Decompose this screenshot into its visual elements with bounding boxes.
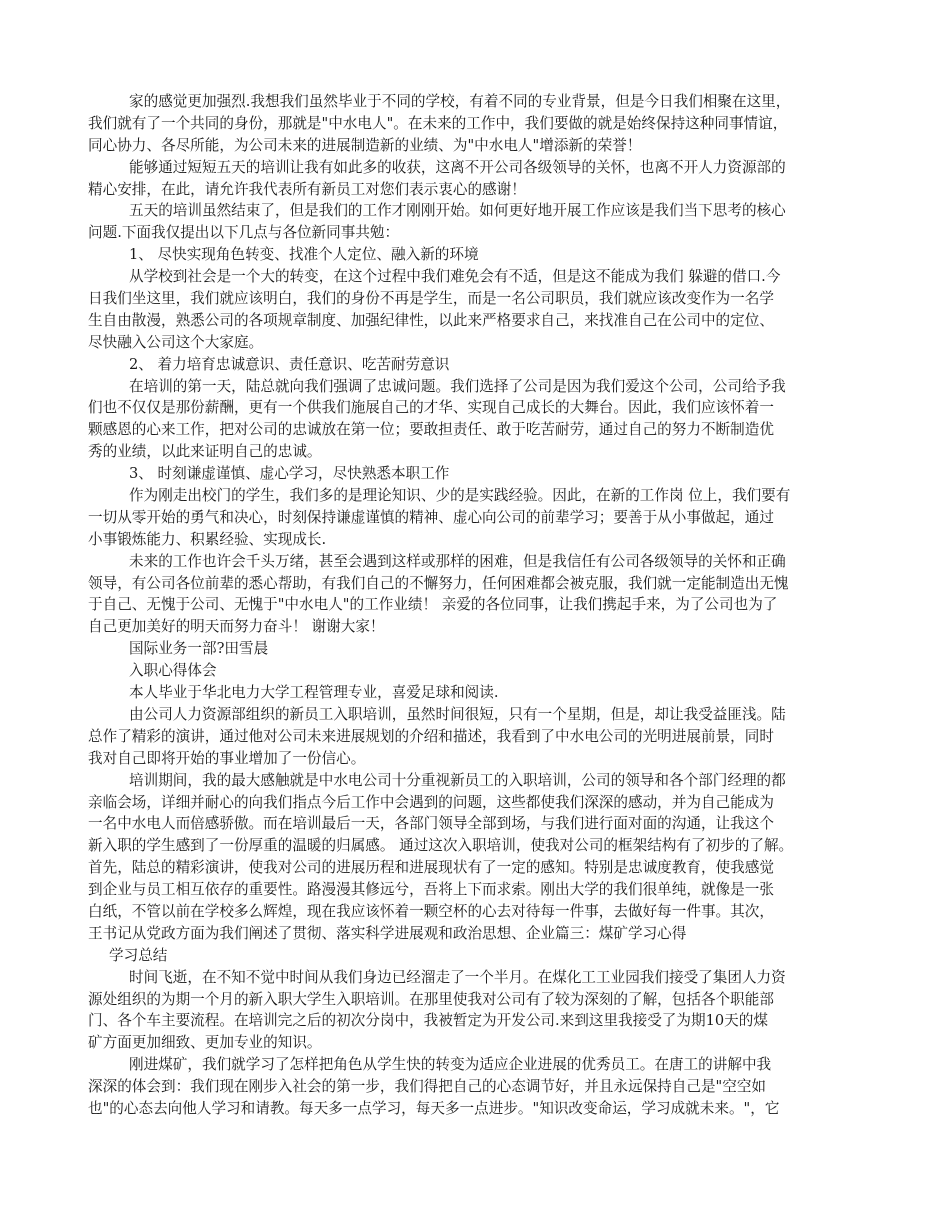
- text-line: 一切从零开始的勇气和决心，时刻保持谦虚谨慎的精神、虚心向公司的前辈学习；要善于从小事做起，通过: [88, 508, 774, 526]
- text-line: 时间飞逝，在不知不觉中时间从我们身边已经溜走了一个半月。在煤化工工业园我们接受了集团人力资: [129, 968, 786, 986]
- text-line: 作为刚走出校门的学生，我们多的是理论知识、少的是实践经验。因此，在新的工作岗 位上，我们要有: [129, 487, 791, 505]
- text-line: 在培训的第一天，陆总就向我们强调了忠诚问题。我们选择了公司是因为我们爱这个公司，公司给予我: [129, 377, 786, 395]
- text-line: 我们就有了一个共同的身份，那就是"中水电人"。在未来的工作中，我们要做的就是始终保持这种同事情谊，: [88, 114, 788, 132]
- text-line: 本人毕业于华北电力大学工程管理专业，喜爱足球和阅读.: [129, 684, 499, 702]
- text-line: 到企业与员工相互依存的重要性。路漫漫其修远兮，吾将上下而求索。刚出大学的我们很单纯，就像是一张: [88, 881, 774, 899]
- text-line: 家的感觉更加强烈.我想我们虽然毕业于不同的学校，有着不同的专业背景，但是今日我们相聚在这里，: [129, 93, 791, 110]
- text-line: 生自由散漫，熟悉公司的各项规章制度、加强纪律性，以此来严格要求自己，来找准自己在公司中的定位、: [88, 311, 774, 329]
- text-line: 领导，有公司各位前辈的悉心帮助，有我们自己的不懈努力，任何困难都会被克服，我们就一定能制造出无愧: [88, 574, 789, 592]
- text-line: 一名中水电人而倍感骄傲。而在培训最后一天，各部门领导全部到场，与我们进行面对面的沟通，让我这个: [88, 815, 774, 833]
- text-line: 首先，陆总的精彩演讲，使我对公司的进展历程和进展现状有了一定的感知。特别是忠诚度教育，使我感觉: [88, 859, 774, 877]
- text-line: 学习总结: [109, 946, 168, 964]
- text-line: 问题.下面我仅提出以下几点与各位新同事共勉：: [88, 224, 400, 242]
- text-line: 矿方面更加细致、更加专业的知识。: [88, 1034, 322, 1052]
- text-line: 也"的心态去向他人学习和请教。每天多一点学习，每天多一点进步。"知识改变命运，学习成就未来。"，它: [88, 1099, 780, 1117]
- text-line: 白纸，不管以前在学校多么辉煌，现在我应该怀着一颗空杯的心去对待每一件事，去做好每一件事。其次，: [88, 902, 774, 920]
- text-line: 尽快融入公司这个大家庭。: [88, 333, 264, 351]
- text-line: 由公司人力资源部组织的新员工入职培训，虽然时间很短，只有一个星期，但是，却让我受益匪浅。陆: [129, 705, 786, 723]
- text-line: 小事锻炼能力、积累经验、实现成长.: [88, 530, 327, 548]
- text-line: 亲临会场，详细并耐心的向我们指点今后工作中会遇到的问题，这些都使我们深深的感动，并为自己能成为: [88, 793, 774, 811]
- text-line: 2、 着力培育忠诚意识、责任意识、吃苦耐劳意识: [129, 355, 450, 373]
- text-line: 五天的培训虽然结束了，但是我们的工作才刚刚开始。如何更好地开展工作应该是我们当下思考的核心: [129, 202, 786, 220]
- text-line: 门、各个车主要流程。在培训完之后的初次分岗中，我被暂定为开发公司.来到这里我接受了为期10天的煤: [88, 1012, 768, 1030]
- text-line: 源处组织的为期一个月的新入职大学生入职培训。在那里使我对公司有了较为深刻的了解，包括各个职能部: [88, 990, 774, 1008]
- text-line: 能够通过短短五天的培训让我有如此多的收获，这离不开公司各级领导的关怀，也离不开人力资源部的: [129, 158, 786, 176]
- text-line: 总作了精彩的演讲，通过他对公司未来进展规划的介绍和描述，我看到了中水电公司的光明进展前景，同时: [88, 727, 774, 745]
- text-line: 秀的业绩，以此来证明自己的忠诚。: [88, 443, 322, 461]
- text-line: 王书记从党政方面为我们阐述了贯彻、落实科学进展观和政治思想、企业篇三：煤矿学习心得: [88, 924, 687, 942]
- text-line: 精心安排，在此，请允许我代表所有新员工对您们表示衷心的感谢！: [88, 180, 526, 198]
- text-line: 们也不仅仅是那份薪酬，更有一个供我们施展自己的才华、实现自己成长的大舞台。因此，我们应该怀着一: [88, 399, 774, 417]
- text-line: 未来的工作也许会千头万绪，甚至会遇到这样或那样的困难，但是我信任有公司各级领导的关怀和正确: [129, 552, 786, 570]
- text-line: 国际业务一部?田雪晨: [129, 640, 269, 658]
- text-line: 日我们坐这里，我们就应该明白，我们的身份不再是学生，而是一名公司职员，我们就应该改变作为一名学: [88, 290, 774, 308]
- text-line: 3、 时刻谦虚谨慎、虚心学习，尽快熟悉本职工作: [129, 465, 450, 483]
- text-line: 1、 尽快实现角色转变、找准个人定位、融入新的环境: [129, 246, 479, 264]
- text-line: 培训期间，我的最大感触就是中水电公司十分重视新员工的入职培训，公司的领导和各个部门经理的都: [129, 771, 786, 789]
- text-line: 入职心得体会: [129, 662, 217, 680]
- text-line: 于自己、无愧于公司、无愧于"中水电人"的工作业绩！ 亲爱的各位同事，让我们携起手来，为了公司也为了: [88, 596, 778, 614]
- text-line: 颗感恩的心来工作，把对公司的忠诚放在第一位；要敢担责任、敢于吃苦耐劳，通过自己的努力不断制造优: [88, 421, 774, 439]
- text-line: 自己更加美好的明天而努力奋斗！ 谢谢大家！: [88, 618, 385, 636]
- text-line: 同心协力、各尽所能，为公司未来的进展制造新的业绩、为"中水电人"增添新的荣誉！: [88, 136, 642, 154]
- text-line: 新入职的学生感到了一份厚重的温暖的归属感。 通过这次入职培训，使我对公司的框架结构有了初步的了解。: [88, 837, 794, 855]
- text-line: 我对自己即将开始的事业增加了一份信心。: [88, 749, 366, 767]
- text-line: 深深的体会到：我们现在刚步入社会的第一步，我们得把自己的心态调节好，并且永远保持自己是"空空如: [88, 1078, 767, 1096]
- text-line: 从学校到社会是一个大的转变，在这个过程中我们难免会有不适，但是这不能成为我们 躲避的借口.今: [129, 268, 781, 286]
- text-line: 刚进煤矿，我们就学习了怎样把角色从学生快的转变为适应企业进展的优秀员工。在唐工的讲解中我: [129, 1056, 772, 1074]
